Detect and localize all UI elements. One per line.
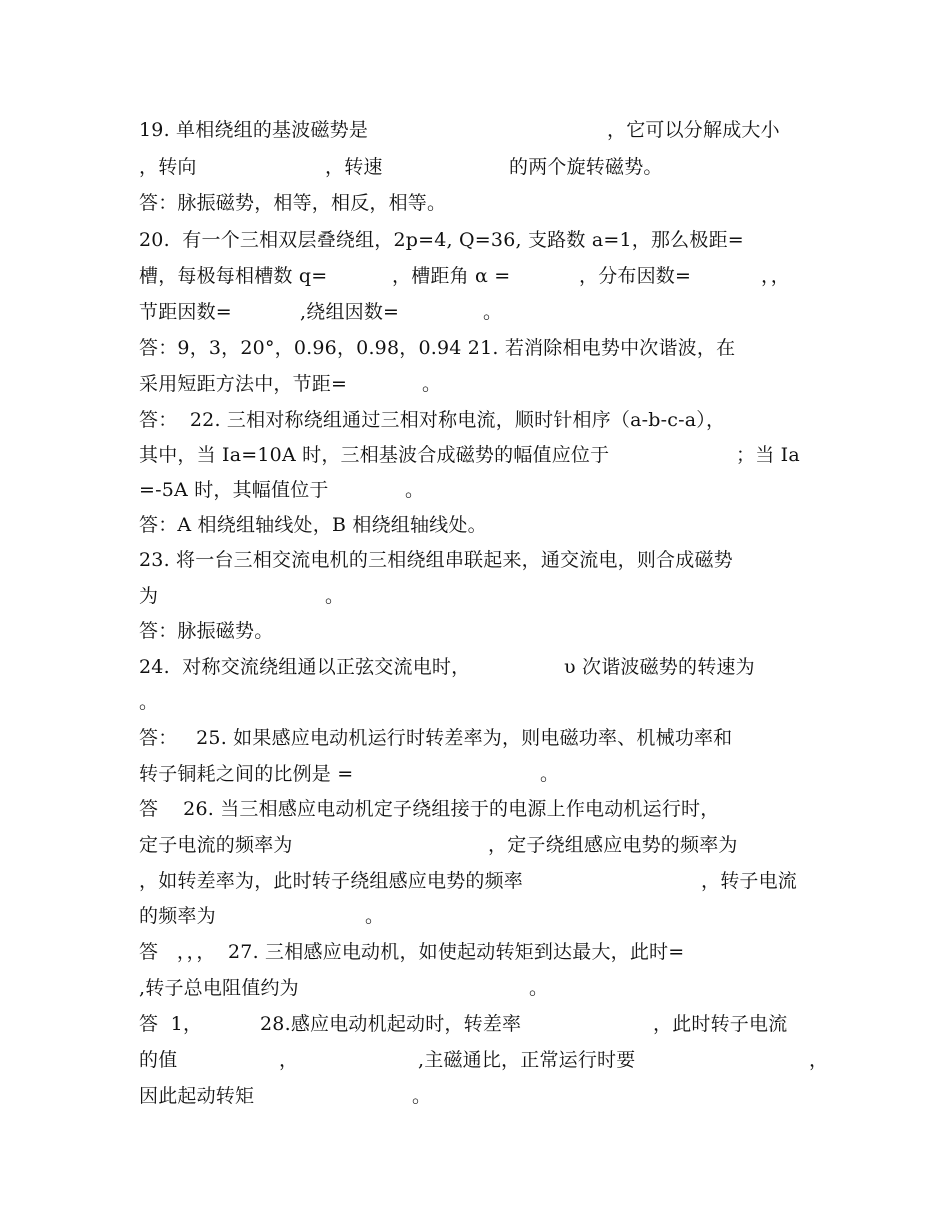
- text-segment: 答：9，3，20°，0.96，0.98，0.94 21. 若消除相电势中次谐波，在: [139, 337, 736, 359]
- text-segment: ，转子电流: [701, 870, 798, 892]
- text-segment: 。: [483, 301, 503, 323]
- text-segment: ，如转差率为，此时转子绕组感应电势的频率: [139, 870, 524, 892]
- text-segment: 定子电流的频率为: [139, 834, 293, 856]
- text-segment: ，槽距角 α =: [392, 265, 511, 287]
- text-segment: 答： 25. 如果感应电动机运行时转差率为，则电磁功率、机械功率和: [139, 727, 733, 749]
- text-segment: 的值: [139, 1049, 178, 1071]
- text-segment: 的频率为: [139, 905, 216, 927]
- text-segment: 答：A 相绕组轴线处，B 相绕组轴线处。: [139, 514, 487, 536]
- text-segment: ，: [809, 1049, 829, 1071]
- text-segment: 的两个旋转磁势。: [509, 156, 663, 178]
- text-segment: 因此起动转矩: [139, 1085, 255, 1107]
- text-segment: ，，: [761, 265, 790, 287]
- text-segment: ，: [279, 1049, 299, 1071]
- text-segment: ，转速: [325, 156, 383, 178]
- text-line: [139, 1084, 819, 1180]
- text-segment: 答： 22. 三相对称绕组通过三相对称电流，顺时针相序（a-b-c-a），: [139, 409, 726, 431]
- text-segment: 为: [139, 585, 159, 607]
- text-segment: 28.感应电动机起动时，转差率: [260, 1013, 522, 1035]
- text-segment: 答 1，: [139, 1013, 203, 1035]
- text-segment: ，它可以分解成大小: [607, 119, 780, 141]
- text-segment: ,主磁通比，正常运行时要: [418, 1049, 636, 1071]
- text-segment: 采用短距方法中，节距=: [139, 373, 348, 395]
- text-segment: 其中，当 Ia=10A 时，三相基波合成磁势的幅值应位于: [139, 444, 610, 466]
- text-segment: 。: [365, 905, 385, 927]
- text-segment: 转子铜耗之间的比例是 =: [139, 763, 354, 785]
- text-segment: 。: [405, 479, 425, 501]
- text-segment: 23. 将一台三相交流电机的三相绕组串联起来，通交流电，则合成磁势: [139, 549, 733, 571]
- text-segment: 答 26. 当三相感应电动机定子绕组接于的电源上作电动机运行时，: [139, 798, 720, 820]
- text-segment: ，分布因数=: [579, 265, 692, 287]
- text-segment: ,转子总电阻值约为: [139, 977, 299, 999]
- text-segment: 。: [540, 763, 560, 785]
- text-segment: 槽，每极每相槽数 q=: [139, 265, 328, 287]
- text-segment: ；当 Ia: [736, 444, 800, 466]
- text-segment: 答：脉振磁势。: [139, 620, 274, 642]
- text-segment: 。: [529, 977, 549, 999]
- text-segment: ，定子绕组感应电势的频率为: [488, 834, 738, 856]
- text-segment: 答 ，，， 27. 三相感应电动机，如使起动转矩到达最大，此时=: [139, 941, 685, 963]
- text-segment: 20. 有一个三相双层叠绕组，2p=4, Q=36, 支路数 a=1，那么极距=: [139, 229, 744, 251]
- text-segment: 19. 单相绕组的基波磁势是: [139, 119, 369, 141]
- text-segment: 。: [422, 373, 442, 395]
- text-segment: 。: [139, 691, 159, 713]
- text-segment: υ 次谐波磁势的转速为: [564, 656, 755, 678]
- text-segment: 。: [412, 1085, 432, 1107]
- text-segment: 。: [325, 585, 345, 607]
- text-segment: 答：脉振磁势，相等，相反，相等。: [139, 192, 447, 214]
- text-segment: ,绕组因数=: [300, 301, 400, 323]
- text-segment: ，转向: [139, 156, 197, 178]
- text-segment: 节距因数=: [139, 301, 232, 323]
- text-segment: =-5A 时，其幅值位于: [139, 479, 329, 501]
- text-segment: 24. 对称交流绕组通以正弦交流电时，: [139, 656, 471, 678]
- text-segment: ，此时转子电流: [653, 1013, 788, 1035]
